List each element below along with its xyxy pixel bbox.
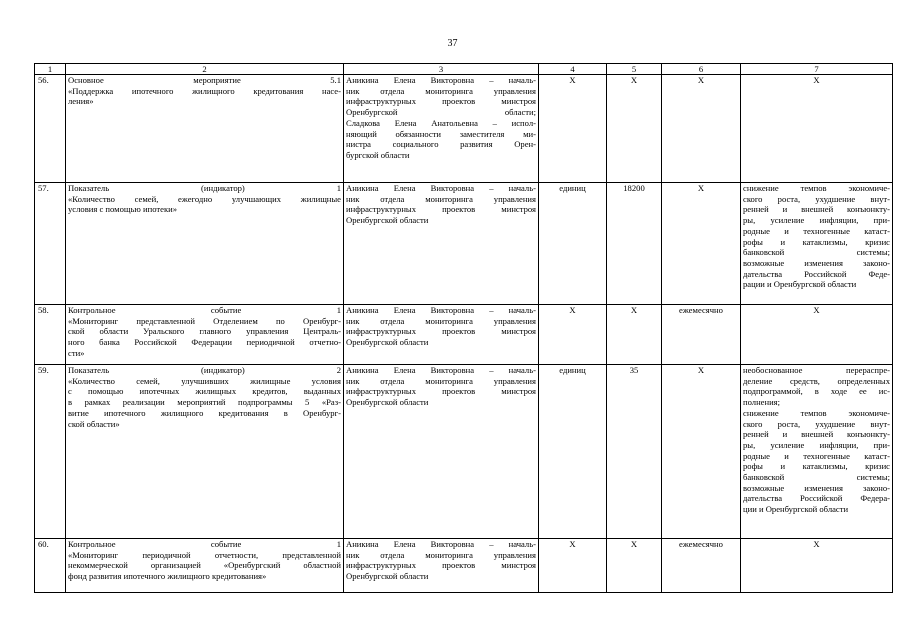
table-row xyxy=(35,365,893,539)
text-line: «Мониторинг представленной Отделением по Оренбург- xyxy=(68,315,341,326)
text-line: Сладкова Елена Анатольевна – испол- xyxy=(346,117,536,128)
text-line: Аникина Елена Викторовна – началь- xyxy=(346,305,536,315)
table-row xyxy=(35,75,893,183)
risk-cell xyxy=(741,539,893,593)
text-line: ры, усиление инфляции, при- xyxy=(743,439,890,450)
responsible-cell xyxy=(344,539,539,593)
text-line: Оренбургской области; xyxy=(346,107,536,118)
text-line: полнения; xyxy=(743,397,781,408)
text-line: «Количество семей, ежегодно улучшающих жилищные xyxy=(68,193,341,204)
text-line: няющий обязанности заместителя ми- xyxy=(346,128,536,139)
row-number: 59. xyxy=(35,365,66,539)
text-line: возможные изменения законо- xyxy=(743,482,890,493)
frequency-cell: Х xyxy=(662,365,741,539)
text-line: инфраструктурных проектов минстроя xyxy=(346,326,536,337)
text-line: Контрольное событие 1 xyxy=(68,305,341,315)
text-line: банковской системы; xyxy=(743,472,890,483)
text-line: Показатель (индикатор) 1 xyxy=(68,183,341,193)
program-table xyxy=(34,63,893,593)
text-line: ренней и внешней конъюнкту- xyxy=(743,429,890,440)
value-cell: 18200 xyxy=(607,183,662,305)
text-line: Аникина Елена Викторовна – началь- xyxy=(346,183,536,193)
row-number: 57. xyxy=(35,183,66,305)
text-line: ник отдела мониторинга управления xyxy=(346,193,536,204)
text-line: условия с помощью ипотеки» xyxy=(68,204,178,215)
value-cell: Х xyxy=(607,539,662,593)
text-line: ского роста, ухудшение внут- xyxy=(743,418,890,429)
text-line: инфраструктурных проектов минстроя xyxy=(346,96,536,107)
text-line: дательства Российской Федера- xyxy=(743,493,890,504)
table-row xyxy=(35,183,893,305)
risk-cell xyxy=(741,75,893,183)
text-line: ник отдела мониторинга управления xyxy=(346,375,536,386)
text-line: деление средств, определенных xyxy=(743,375,890,386)
unit-cell: единиц xyxy=(539,183,607,305)
text-line: с помощью ипотечных жилищных кредитов, выданных xyxy=(68,386,341,397)
frequency-cell: Х xyxy=(662,75,741,183)
table-row xyxy=(35,539,893,593)
header-row xyxy=(35,64,893,75)
text-line: ции и Оренбургской области xyxy=(743,504,849,515)
text-line: Аникина Елена Викторовна – началь- xyxy=(346,365,536,375)
text-line: Оренбургской области xyxy=(346,397,429,408)
text-line: ления» xyxy=(68,96,94,107)
text-line: ник отдела мониторинга управления xyxy=(346,85,536,96)
text-line: ник отдела мониторинга управления xyxy=(346,315,536,326)
unit-cell: Х xyxy=(539,539,607,593)
text-line: ник отдела мониторинга управления xyxy=(346,549,536,560)
text-line: «Мониторинг периодичной отчетности, представленной xyxy=(68,549,341,560)
text-line: ской области» xyxy=(68,418,120,429)
text-line: витие ипотечного жилищного кредитования в Оренбург- xyxy=(68,407,341,418)
text-line: некоммерческой организацией «Оренбургский областной xyxy=(68,560,341,571)
text-line: Основное мероприятие 5.1 xyxy=(68,75,341,85)
text-line: инфраструктурных проектов минстроя xyxy=(346,204,536,215)
text-line: Х xyxy=(813,539,820,549)
header-cell: 4 xyxy=(539,64,607,75)
table-row xyxy=(35,305,893,365)
text-line: сти» xyxy=(68,347,85,358)
event-name-cell xyxy=(66,75,344,183)
risk-cell xyxy=(741,305,893,365)
event-name-cell xyxy=(66,305,344,365)
text-line: Оренбургской области xyxy=(346,571,429,582)
unit-cell: единиц xyxy=(539,365,607,539)
text-line: банковской системы; xyxy=(743,247,890,258)
text-line: Контрольное событие 1 xyxy=(68,539,341,549)
text-line: фонд развития ипотечного жилищного кредитования» xyxy=(68,571,267,582)
text-line: Аникина Елена Викторовна – началь- xyxy=(346,75,536,85)
text-line: ского роста, ухудшение внут- xyxy=(743,193,890,204)
header-cell: 7 xyxy=(741,64,893,75)
text-line: инфраструктурных проектов минстроя xyxy=(346,560,536,571)
event-name-cell xyxy=(66,183,344,305)
header-cell: 5 xyxy=(607,64,662,75)
text-line: рофы и катаклизмы, кризис xyxy=(743,461,890,472)
text-line: Показатель (индикатор) 2 xyxy=(68,365,341,375)
text-line: Оренбургской области xyxy=(346,337,429,348)
unit-cell: Х xyxy=(539,75,607,183)
frequency-cell: ежемесячно xyxy=(662,305,741,365)
row-number: 56. xyxy=(35,75,66,183)
text-line: снижение темпов экономиче- xyxy=(743,407,890,418)
header-cell: 6 xyxy=(662,64,741,75)
row-number: 58. xyxy=(35,305,66,365)
text-line: необоснованное перераспре- xyxy=(743,365,890,375)
text-line: возможные изменения законо- xyxy=(743,257,890,268)
event-name-cell xyxy=(66,539,344,593)
text-line: ры, усиление инфляции, при- xyxy=(743,215,890,226)
page-number: 37 xyxy=(447,38,458,49)
frequency-cell: Х xyxy=(662,183,741,305)
responsible-cell xyxy=(344,305,539,365)
text-line: рации и Оренбургской области xyxy=(743,279,857,290)
text-line: ренней и внешней конъюнкту- xyxy=(743,204,890,215)
value-cell: 35 xyxy=(607,365,662,539)
row-number: 60. xyxy=(35,539,66,593)
text-line: ного банка Российской Федерации периодичной отчетно- xyxy=(68,337,341,348)
text-line: Х xyxy=(813,75,820,85)
text-line: бургской области xyxy=(346,149,410,160)
responsible-cell xyxy=(344,75,539,183)
text-line: «Поддержка ипотечного жилищного кредитования насе- xyxy=(68,85,341,96)
responsible-cell xyxy=(344,183,539,305)
text-line: подпрограммой, в ходе ее ис- xyxy=(743,386,890,397)
text-line: инфраструктурных проектов минстроя xyxy=(346,386,536,397)
risk-cell xyxy=(741,183,893,305)
frequency-cell: ежемесячно xyxy=(662,539,741,593)
text-line: Аникина Елена Викторовна – началь- xyxy=(346,539,536,549)
text-line: снижение темпов экономиче- xyxy=(743,183,890,193)
text-line: рофы и катаклизмы, кризис xyxy=(743,236,890,247)
header-cell: 3 xyxy=(344,64,539,75)
header-cell: 2 xyxy=(66,64,344,75)
value-cell: Х xyxy=(607,75,662,183)
text-line: Х xyxy=(813,305,820,315)
text-line: родные и техногенные катаст- xyxy=(743,225,890,236)
header-cell: 1 xyxy=(35,64,66,75)
text-line: родные и техногенные катаст- xyxy=(743,450,890,461)
text-line: нистра социального развития Орен- xyxy=(346,139,536,150)
text-line: ской области Уральского главного управления Централь- xyxy=(68,326,341,337)
text-line: «Количество семей, улучшивших жилищные условия xyxy=(68,375,341,386)
text-line: дательства Российской Феде- xyxy=(743,268,890,279)
unit-cell: Х xyxy=(539,305,607,365)
event-name-cell xyxy=(66,365,344,539)
risk-cell xyxy=(741,365,893,539)
text-line: Оренбургской области xyxy=(346,215,429,226)
value-cell: Х xyxy=(607,305,662,365)
text-line: в рамках реализации мероприятий подпрограммы 5 «Раз- xyxy=(68,397,341,408)
responsible-cell xyxy=(344,365,539,539)
